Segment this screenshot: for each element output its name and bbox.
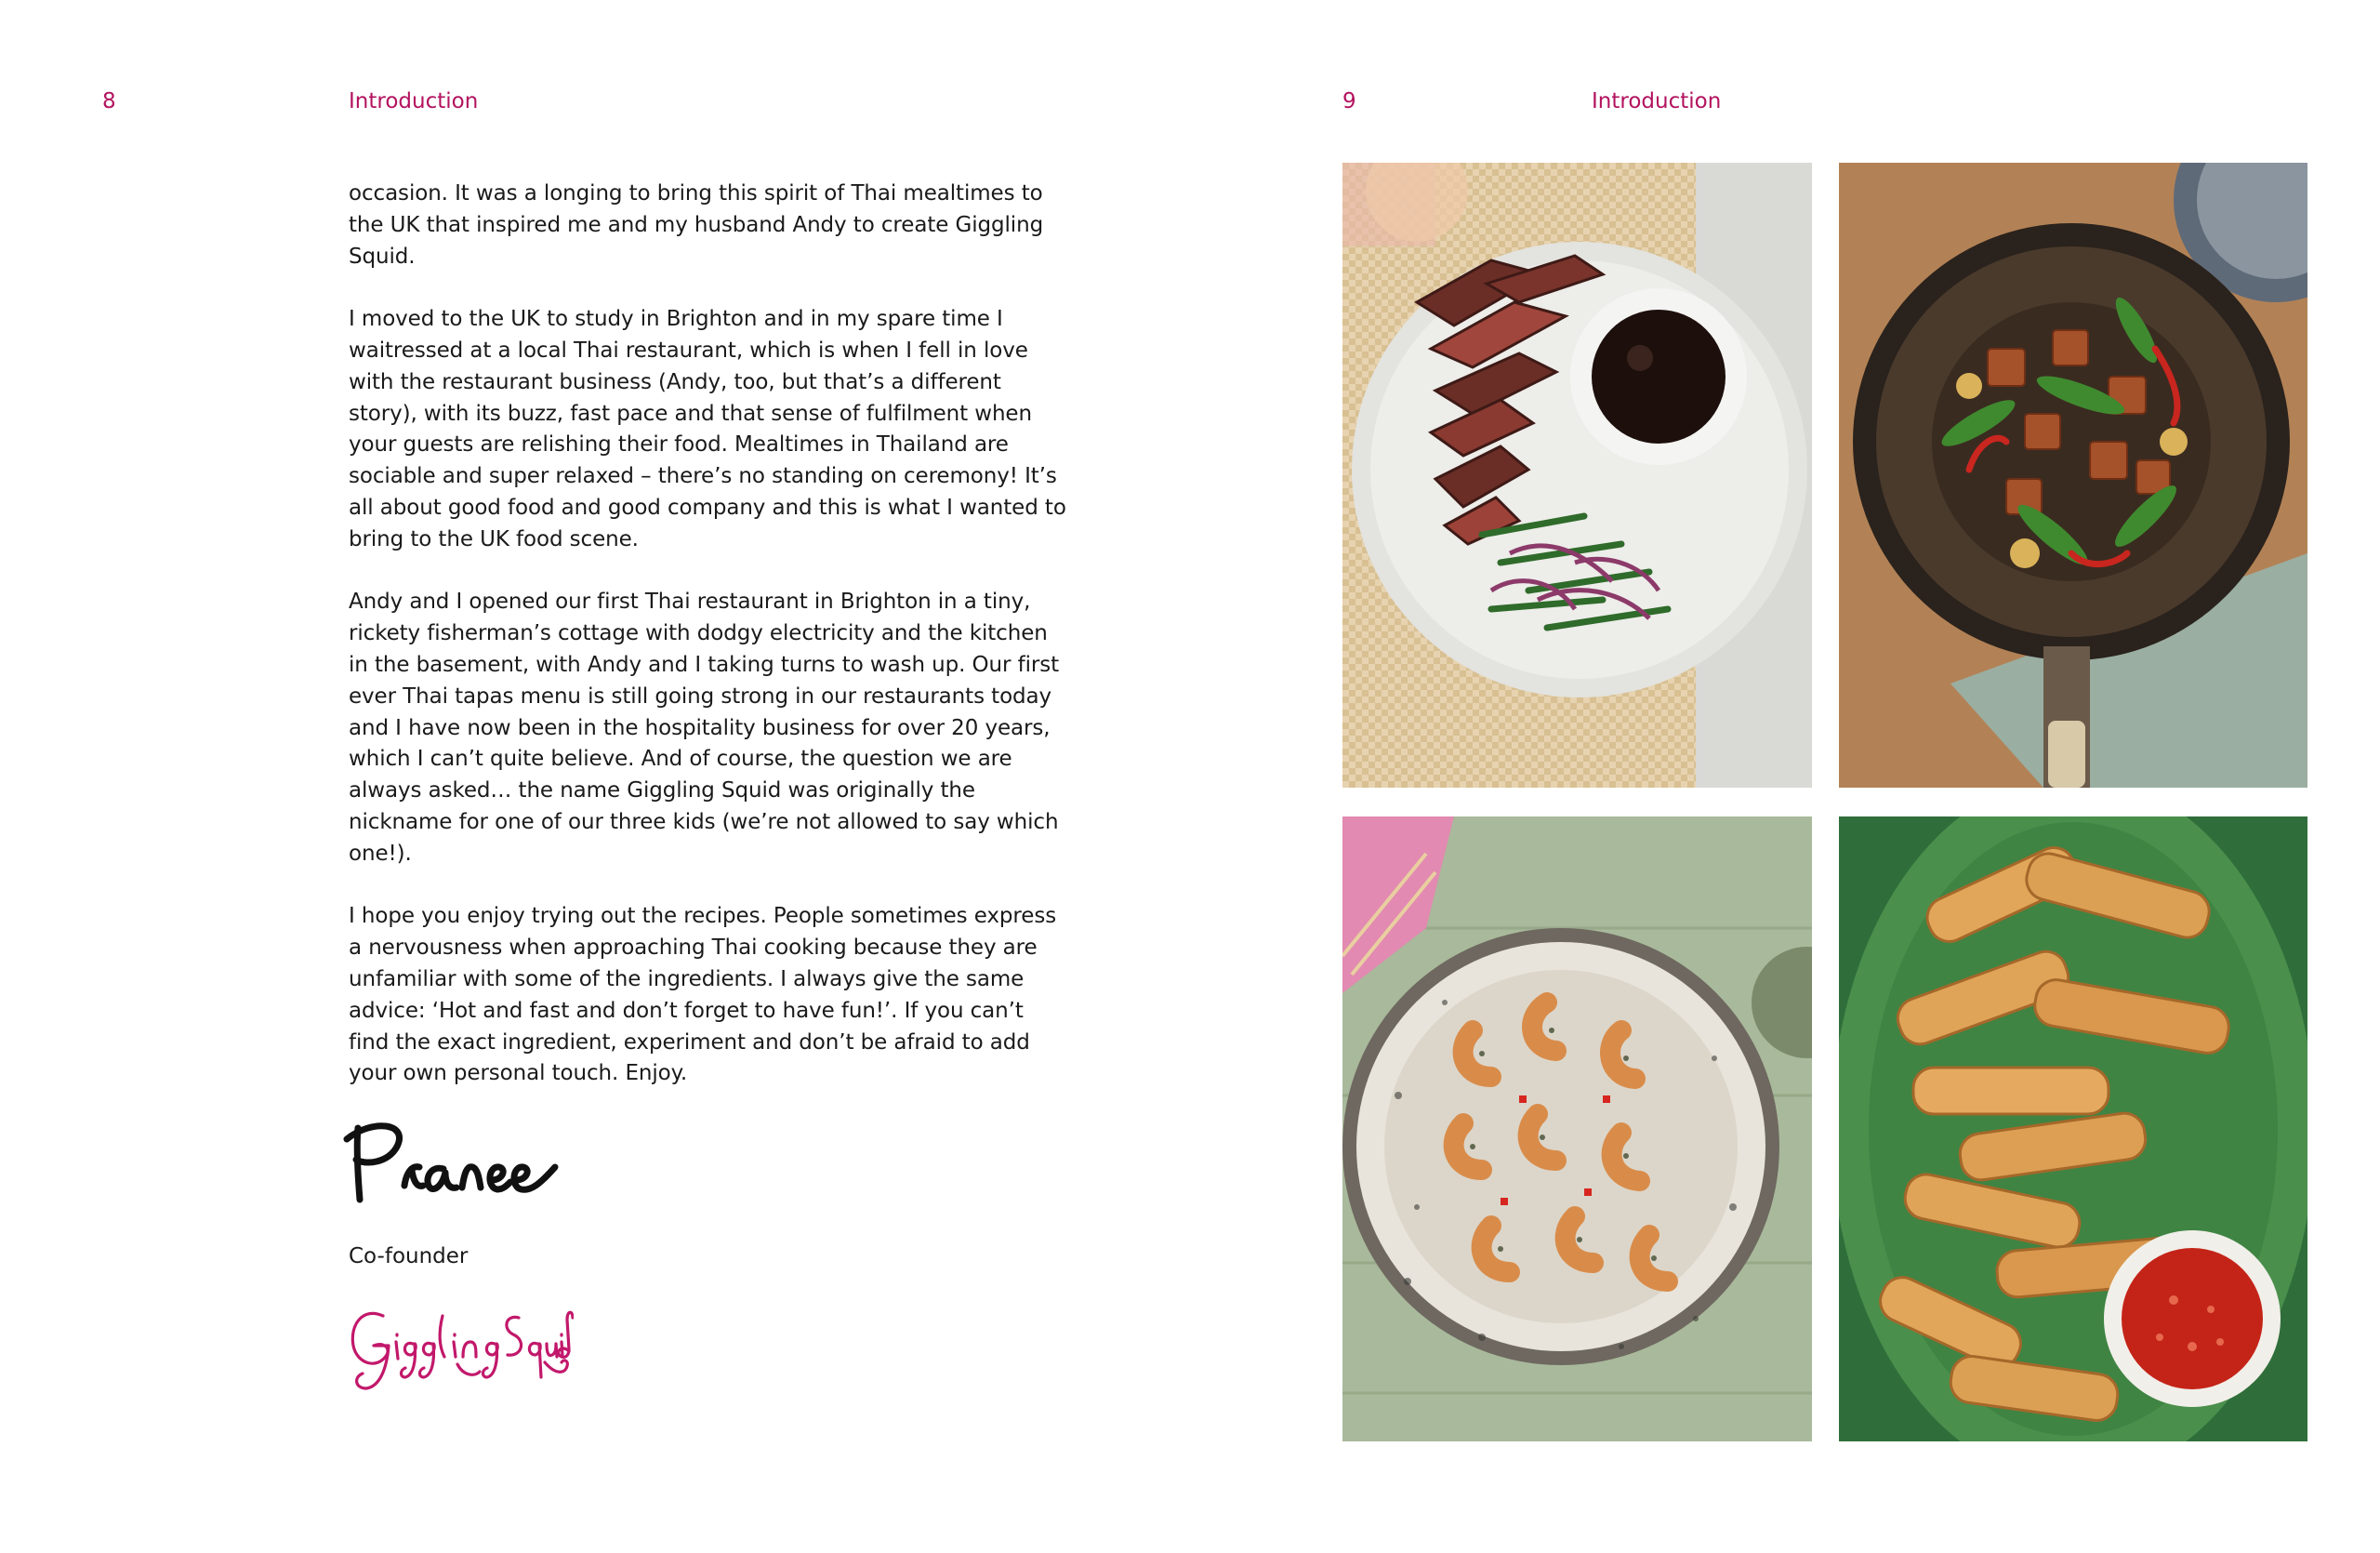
- introduction-body: [349, 179, 1069, 1122]
- steak-photo: [1342, 163, 1812, 788]
- prawns-icon: [1342, 816, 1812, 1441]
- running-head-left: Introduction: [349, 89, 479, 113]
- wok-photo: [1839, 163, 2307, 788]
- spring-rolls-icon: [1839, 816, 2307, 1441]
- signature-pranee-icon: [339, 1111, 562, 1214]
- signatory-role: Co-founder: [349, 1244, 469, 1268]
- paragraph: I hope you enjoy trying out the recipes. People sometimes express a nervousness when approaching Thai cooking because they are unfamiliar with some of the ingredients. I always give the same advice: ‘Hot and fast and don’t forget to have fun!’. If you can’t find the exact ingredient, experiment and don’t be afraid to add your own personal touch. Enjoy.: [349, 904, 1057, 1086]
- spring-rolls-photo: [1839, 816, 2307, 1441]
- wok-icon: [1839, 163, 2307, 788]
- paragraph: occasion. It was a longing to bring this spirit of Thai mealtimes to the UK that inspired me and my husband Andy to create Giggling Squid.: [349, 181, 1044, 269]
- signature: [339, 1111, 562, 1214]
- paragraph: Andy and I opened our first Thai restaurant in Brighton in a tiny, rickety fisherman’s cottage with dodgy electricity and the kitchen in the basement, with Andy and I taking turns to wash up. Our first ever Thai tapas menu is still going strong in our restaurants today and I have now been in the hospitality business for over 20 years, which I can’t quite believe. And of course, the question we are always asked… the name Giggling Squid was originally the nickname for one of our three kids (we’re not allowed to say which one!).: [349, 590, 1060, 866]
- right-page: [1190, 0, 2380, 1553]
- paragraph: I moved to the UK to study in Brighton and in my spare time I waitressed at a local Thai restaurant, which is when I fell in love with the restaurant business (Andy, too, but that’s a different story), with its buzz, fast pace and that sense of fulfilment when your guests are relishing their food. Mealtimes in Thailand are sociable and super relaxed – there’s no standing on ceremony! It’s all about good food and good company and this is what I wanted to bring to the UK food scene.: [349, 307, 1066, 551]
- giggling-squid-logo: [346, 1297, 574, 1400]
- running-head-right: Introduction: [1592, 89, 1722, 113]
- page-number-left: 8: [102, 89, 116, 113]
- page-number-right: 9: [1342, 89, 1356, 113]
- steak-icon: [1342, 163, 1812, 788]
- prawns-photo: [1342, 816, 1812, 1441]
- giggling-squid-logo-icon: [346, 1297, 574, 1400]
